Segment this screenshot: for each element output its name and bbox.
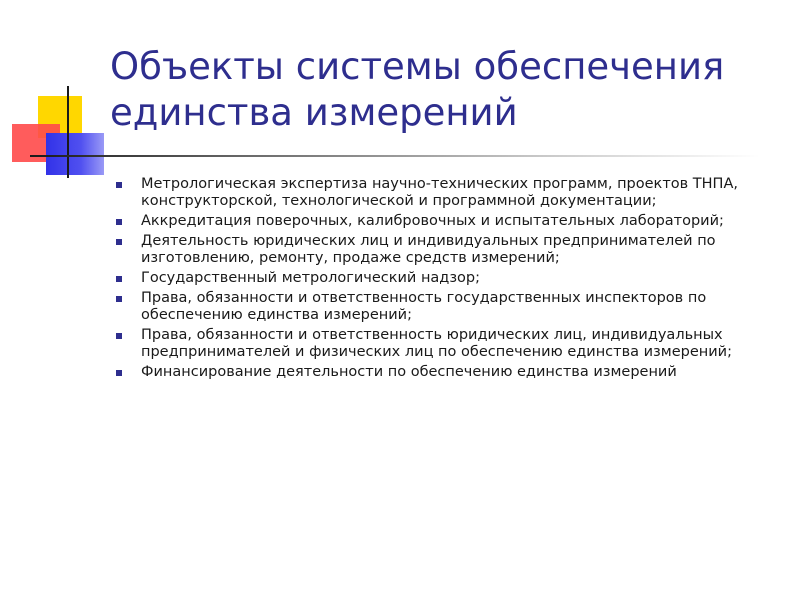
blue-square-decoration — [46, 133, 104, 175]
square-bullet-icon — [116, 219, 122, 225]
bullet-text: Деятельность юридических лиц и индивидуальных предпринимателей по изготовлению, ремонту, продаже средств измерений; — [141, 233, 716, 266]
bullet-list — [112, 176, 772, 384]
vertical-line-decoration — [67, 86, 69, 178]
title-underline — [30, 155, 760, 157]
bullet-item-financing — [112, 364, 772, 381]
bullet-item-entities-rights — [112, 327, 772, 361]
decorative-squares — [0, 0, 120, 190]
bullet-text: Аккредитация поверочных, калибровочных и испытательных лабораторий; — [141, 213, 724, 229]
square-bullet-icon — [116, 333, 122, 339]
square-bullet-icon — [116, 239, 122, 245]
slide-title — [110, 44, 790, 136]
slide-title-line-2: единства измерений — [110, 91, 518, 134]
bullet-text: Государственный метрологический надзор; — [141, 270, 481, 286]
square-bullet-icon — [116, 182, 122, 188]
square-bullet-icon — [116, 276, 122, 282]
slide-title-line-1: Объекты системы обеспечения — [110, 45, 725, 88]
square-bullet-icon — [116, 296, 122, 302]
bullet-item-metrological-expertise — [112, 176, 772, 210]
bullet-item-state-supervision — [112, 270, 772, 287]
bullet-text: Финансирование деятельности по обеспечению единства измерений — [141, 364, 677, 380]
bullet-item-accreditation — [112, 213, 772, 230]
bullet-item-inspectors-rights — [112, 290, 772, 324]
bullet-text: Права, обязанности и ответственность юридических лиц, индивидуальных предпринимателей и физических лиц по обеспечению единства измерений; — [141, 327, 732, 360]
bullet-item-legal-entities-activity — [112, 233, 772, 267]
bullet-text: Метрологическая экспертиза научно-технических программ, проектов ТНПА, конструкторской, технологической и программной документации; — [141, 176, 738, 209]
square-bullet-icon — [116, 370, 122, 376]
bullet-text: Права, обязанности и ответственность государственных инспекторов по обеспечению единства измерений; — [141, 290, 707, 323]
